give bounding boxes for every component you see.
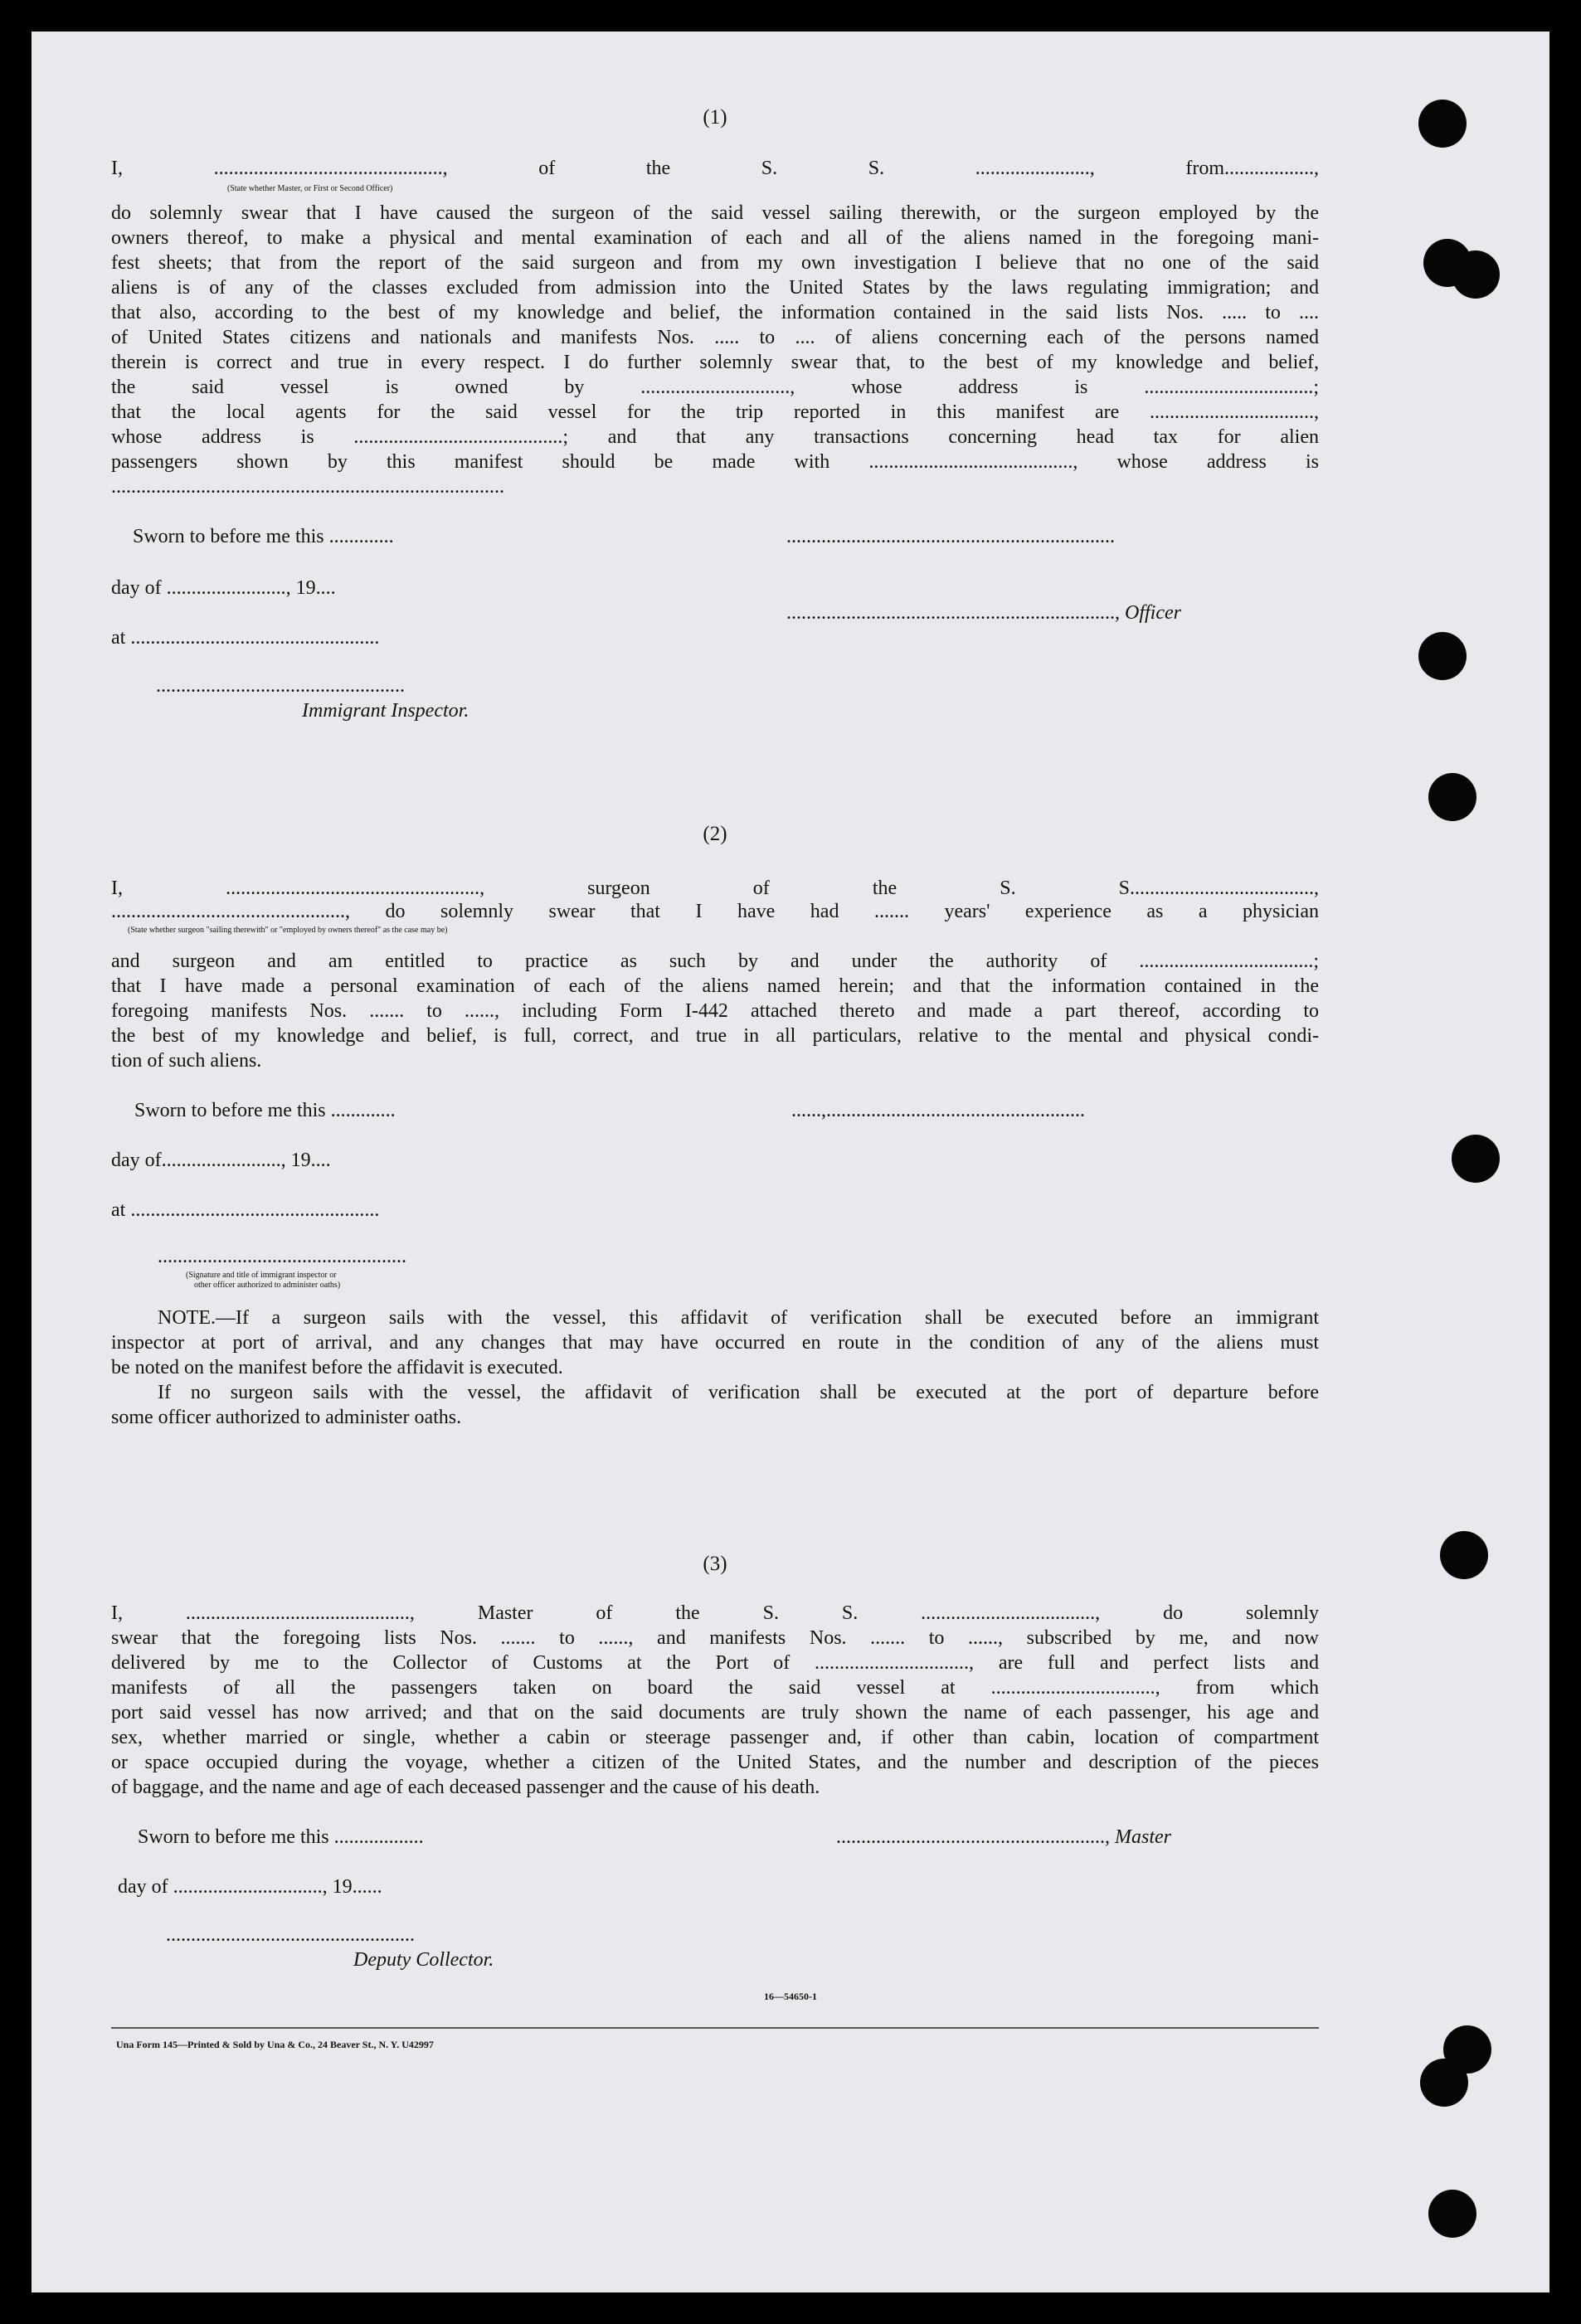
at-line: at .................................................. — [111, 627, 380, 649]
day-line: day of ........................, 19.... — [111, 577, 336, 599]
punch-hole — [1428, 773, 1476, 821]
punch-hole — [1452, 1135, 1500, 1183]
affidavit-line: swear that the foregoing lists Nos. ....... to ......, and manifests Nos. ....... to ......, subscribed by me, and now — [111, 1627, 1319, 1649]
affidavit-line: do solemnly swear that I have caused the surgeon of the said vessel sailing therewith, or the surgeon employed by the — [111, 202, 1319, 224]
punch-hole — [1420, 2059, 1468, 2107]
punch-hole — [1418, 100, 1467, 148]
affidavit-line: passengers shown by this manifest should be made with ........................................., whose address is — [111, 451, 1319, 473]
note-line: inspector at port of arrival, and any changes that may have occurred en route in the condition of any of the aliens must — [111, 1332, 1319, 1354]
punch-hole — [1418, 632, 1467, 680]
officer-label: Officer — [1125, 602, 1181, 624]
officer-title-dots: .................................................................., — [786, 602, 1125, 624]
collector-signature-line: .................................................. — [166, 1924, 415, 1946]
note-line: some officer authorized to administer oaths. — [111, 1407, 462, 1428]
affidavit-line: I, ..................................................., surgeon of the S. S....................................., — [111, 878, 1319, 899]
master-signature-dots: ......................................................, — [836, 1826, 1115, 1848]
section-number: (3) — [703, 1553, 727, 1575]
affidavit-line: and surgeon and am entitled to practice as such by and under the authority of ...................................; — [111, 951, 1319, 972]
footer-rule — [111, 2027, 1319, 2029]
affidavit-line: port said vessel has now arrived; and that on the said documents are truly shown the name of each passenger, his age and — [111, 1702, 1319, 1724]
note-line: NOTE.—If a surgeon sails with the vessel, this affidavit of verification shall be executed before an immigrant — [158, 1307, 1319, 1329]
note-line: be noted on the manifest before the affidavit is executed. — [111, 1357, 563, 1378]
affidavit-line: or space occupied during the voyage, whether a citizen of the United States, and the number and description of the pieces — [111, 1752, 1319, 1773]
affidavit-line: that also, according to the best of my knowledge and belief, the information contained in the said lists Nos. ..... to .... — [111, 302, 1319, 323]
section-number: (2) — [703, 823, 727, 845]
sworn-line: Sworn to before me this .................. — [138, 1826, 424, 1848]
affidavit-line: sex, whether married or single, whether a cabin or steerage passenger and, if other than cabin, location of compartment — [111, 1727, 1319, 1748]
affidavit-line: the best of my knowledge and belief, is full, correct, and true in all particulars, relative to the mental and physical condi- — [111, 1025, 1319, 1047]
inspector-signature-line: .................................................. — [156, 675, 405, 697]
affidavit-line: the said vessel is owned by .............................., whose address is ..................................; — [111, 377, 1319, 398]
master-label: Master — [1115, 1826, 1171, 1848]
punch-hole — [1452, 250, 1500, 299]
note-line: If no surgeon sails with the vessel, the affidavit of verification shall be executed at the port of departure before — [158, 1382, 1319, 1403]
affidavit-line: that I have made a personal examination of each of the aliens named herein; and that the information contained in the — [111, 975, 1319, 997]
inspector-signature-line: .................................................. — [158, 1246, 406, 1267]
at-line: at .................................................. — [111, 1199, 380, 1221]
printer-imprint: Una Form 145—Printed & Sold by Una & Co., 24 Beaver St., N. Y. U42997 — [116, 2039, 434, 2050]
affidavit-line: I, ............................................., Master of the S. S. ..................................., do solemnly — [111, 1602, 1319, 1624]
affidavit-line: foregoing manifests Nos. ....... to ......, including Form I-442 attached thereto and made a part thereof, according to — [111, 1000, 1319, 1022]
day-line: day of .............................., 19...... — [118, 1876, 382, 1898]
officer-rank-note: (State whether Master, or First or Second Officer) — [227, 184, 393, 193]
affidavit-line: owners thereof, to make a physical and mental examination of each and all of the aliens named in the foregoing mani- — [111, 227, 1319, 249]
inspector-note: (Signature and title of immigrant inspector or — [186, 1271, 337, 1280]
affidavit-line: of United States citizens and nationals and manifests Nos. ..... to .... of aliens concerning each of the persons named — [111, 327, 1319, 348]
officer-signature-line: .................................................................. — [786, 526, 1115, 547]
affidavit-line: manifests of all the passengers taken on board the said vessel at ................................., from which — [111, 1677, 1319, 1699]
sworn-line: Sworn to before me this ............. — [133, 526, 394, 547]
master-signature-line — [836, 1825, 1171, 1850]
affidavit-line: that the local agents for the said vessel for the trip reported in this manifest are ................................., — [111, 401, 1319, 423]
form-number: 16—54650-1 — [764, 1991, 817, 2002]
day-line: day of........................, 19.... — [111, 1150, 331, 1171]
affidavit-line: of baggage, and the name and age of each deceased passenger and the cause of his death. — [111, 1777, 820, 1798]
affidavit-line: tion of such aliens. — [111, 1050, 262, 1072]
inspector-label: Immigrant Inspector. — [302, 700, 469, 722]
surgeon-status-note: (State whether surgeon "sailing therewith" or "employed by owners thereof" as the case may be) — [128, 926, 448, 935]
sworn-line: Sworn to before me this ............. — [134, 1100, 396, 1121]
affidavit-line: therein is correct and true in every respect. I do further solemnly swear that, to the best of my knowledge and belief, — [111, 352, 1319, 373]
punch-hole — [1440, 1531, 1488, 1579]
section-number: (1) — [703, 106, 727, 129]
affidavit-line: I, .............................................., of the S. S. ......................., from.................., — [111, 158, 1319, 179]
inspector-note: other officer authorized to administer oaths) — [194, 1281, 341, 1290]
affidavit-line: ..............................................., do solemnly swear that I have had ....... years' experience as a physician — [111, 901, 1319, 922]
affidavit-line: aliens is of any of the classes excluded from admission into the United States by the laws regulating immigration; and — [111, 277, 1319, 299]
surgeon-signature-line: ......,.................................................... — [791, 1100, 1085, 1121]
collector-label: Deputy Collector. — [353, 1949, 494, 1971]
officer-title-line — [786, 600, 1181, 625]
affidavit-line: ............................................................................... — [111, 476, 504, 498]
affidavit-line: whose address is ..........................................; and that any transactions concerning head tax for alien — [111, 426, 1319, 448]
affidavit-line: delivered by me to the Collector of Customs at the Port of ..............................., are full and perfect lists and — [111, 1652, 1319, 1674]
affidavit-line: fest sheets; that from the report of the said surgeon and from my own investigation I believe that no one of the said — [111, 252, 1319, 274]
punch-hole — [1428, 2190, 1476, 2238]
